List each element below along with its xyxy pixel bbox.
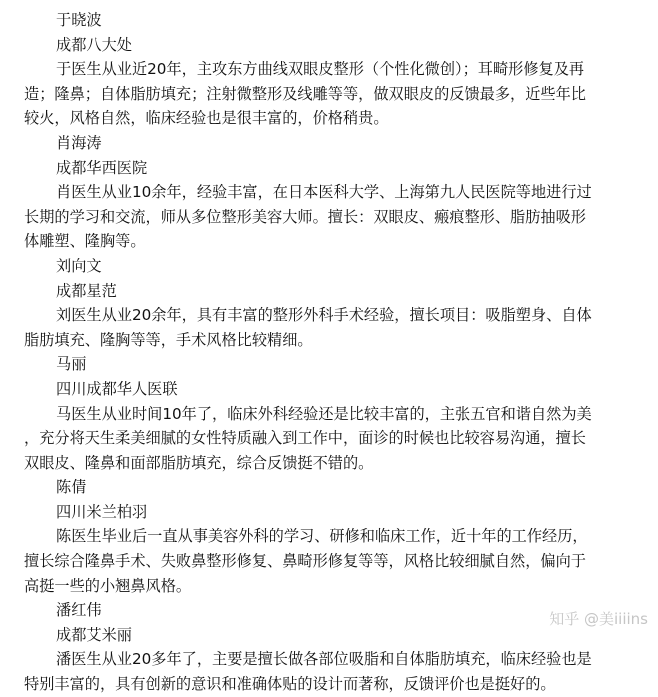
doctor-name: 肖海涛 [56,133,102,152]
description-line: 特别丰富的，具有创新的意识和准确体贴的设计而著称，反馈评价也是挺好的。 [24,675,556,694]
description-line: 马医生从业时间10年了，临床外科经验还是比较丰富的，主张五官和谐自然为美 [56,404,592,423]
description-line: 脂肪填充、隆胸等等，手术风格比较精细。 [24,330,313,349]
doctor-entry [24,475,628,598]
doctor-name: 刘向文 [56,256,102,275]
doctor-entry [24,352,628,475]
description-line: 高挺一些的小翘鼻风格。 [24,576,192,595]
description-line: 较火，风格自然，临床经验也是很丰富的，价格稍贵。 [24,109,389,128]
description-line: 双眼皮、隆鼻和面部脂肪填充，综合反馈挺不错的。 [24,453,374,472]
description-line: 于医生从业近20年，主攻东方曲线双眼皮整形（个性化微创）；耳畸形修复及再 [56,60,585,79]
doctor-entry [24,254,628,352]
hospital-name: 四川米兰柏羽 [56,502,148,521]
doctor-name: 潘红伟 [56,601,102,620]
description-line: 肖医生从业10余年，经验丰富，在日本医科大学、上海第九人民医院等地进行过 [56,183,592,202]
doctor-name: 于晓波 [56,11,102,29]
doctor-name: 马丽 [56,355,87,374]
document-body [24,8,628,697]
hospital-name: 四川成都华人医联 [56,379,178,398]
doctor-entry [24,598,628,696]
description-line: 陈医生毕业后一直从事美容外科的学习、研修和临床工作，近十年的工作经历， [56,527,588,546]
watermark-text: 知乎 @美iiiins [549,610,648,628]
description-line: 体雕塑、隆胸等。 [24,232,146,251]
hospital-name: 成都八大处 [56,35,132,54]
doctor-entry [24,8,628,131]
doctor-name: 陈倩 [56,478,87,497]
description-line: 刘医生从业20余年，具有丰富的整形外科手术经验，擅长项目：吸脂塑身、自体 [56,306,592,325]
description-line: 长期的学习和交流，师从多位整形美容大师。擅长：双眼皮、瘢痕整形、脂肪抽吸形 [24,207,586,226]
hospital-name: 成都星范 [56,281,117,300]
hospital-name: 成都华西医院 [56,158,148,177]
description-line: 潘医生从业20多年了，主要是擅长做各部位吸脂和自体脂肪填充，临床经验也是 [56,650,592,669]
description-line: 造；隆鼻；自体脂肪填充；注射微整形及线雕等等，做双眼皮的反馈最多，近些年比 [24,84,586,103]
description-line: ，充分将天生柔美细腻的女性特质融入到工作中，面诊的时候也比较容易沟通，擅长 [24,429,586,448]
description-line: 擅长综合隆鼻手术、失败鼻整形修复、鼻畸形修复等等，风格比较细腻自然，偏向于 [24,552,586,571]
hospital-name: 成都艾米丽 [56,625,132,644]
doctor-entry [24,131,628,254]
